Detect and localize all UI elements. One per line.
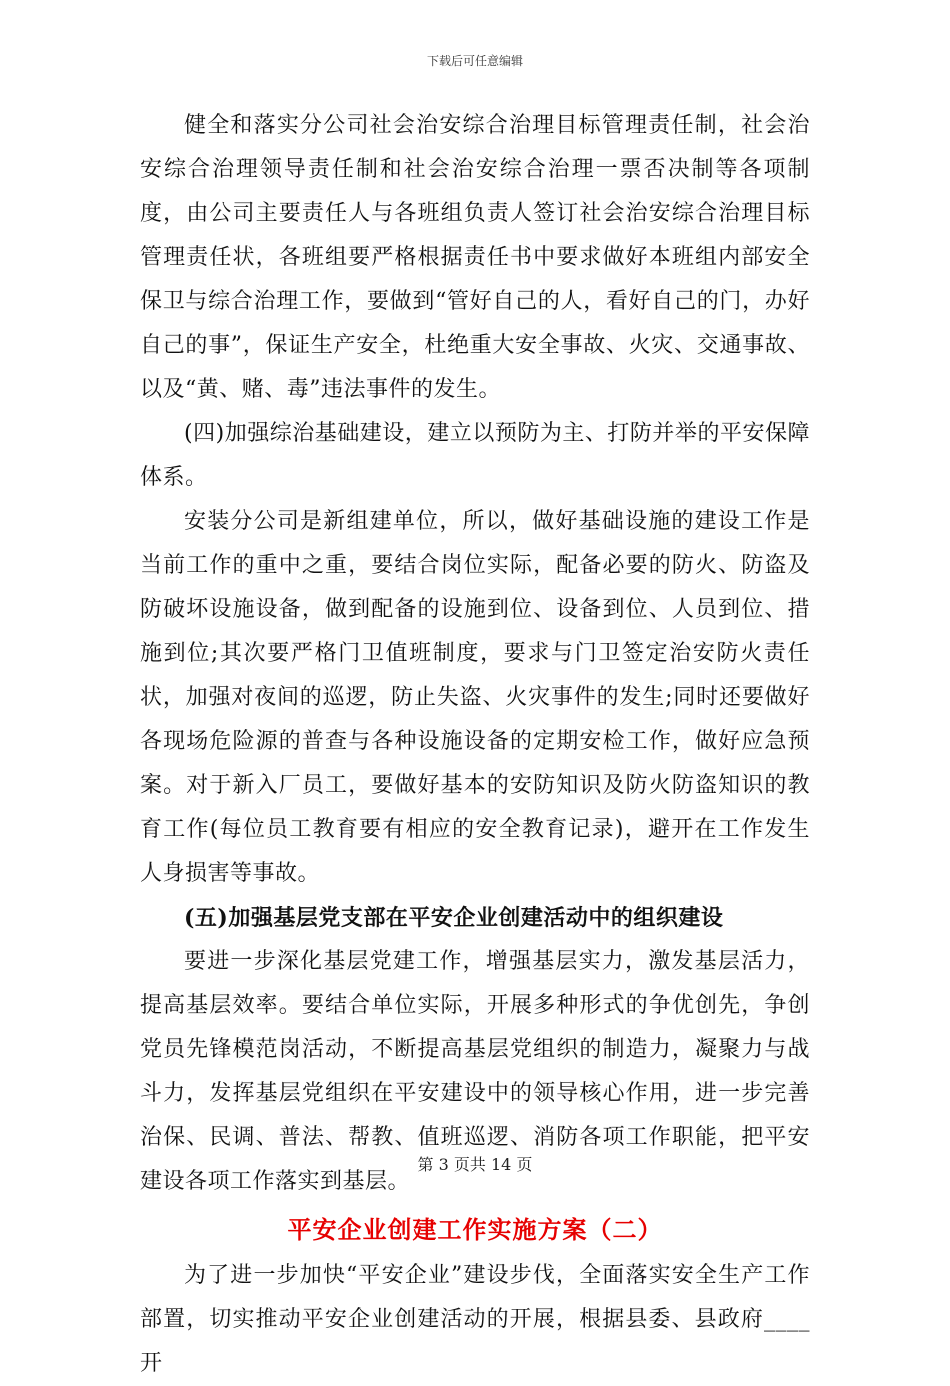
paragraph-party-building: 要进一步深化基层党建工作，增强基层实力，激发基层活力，提高基层效率。要结合单位实际，开展多种形式的争优创先，争创党员先锋模范岗活动，不断提高基层党组织的制造力，凝聚力与战斗力，发挥基层党组织在平安建设中的领导核心作用，进一步完善治保、民调、普法、帮教、值班巡逻、消防各项工作职能，把平安建设各项工作落实到基层。 <box>140 949 810 1194</box>
section-heading-5: (五)加强基层党支部在平安企业创建活动中的组织建设 <box>184 905 724 931</box>
document-title: 平安企业创建工作实施方案（二） <box>287 1215 663 1244</box>
document-body <box>140 104 810 1386</box>
page-header: 下载后可任意编辑 <box>426 54 523 68</box>
page-footer: 第 3 页共 14 页 <box>417 1155 533 1174</box>
paragraph-infrastructure: 安装分公司是新组建单位，所以，做好基础设施的建设工作是当前工作的重中之重，要结合岗位实际，配备必要的防火、防盗及防破坏设施设备，做到配备的设施到位、设备到位、人员到位、措施到位;其次要严格门卫值班制度，要求与门卫签定治安防火责任状，加强对夜间的巡逻，防止失盗、火灾事件的发生;同时还要做好各现场危险源的普查与各种设施设备的定期安检工作，做好应急预案。对于新入厂员工，要做好基本的安防知识及防火防盗知识的教育工作(每位员工教育要有相应的安全教育记录)，避开在工作发生人身损害等事故。 <box>140 509 810 886</box>
paragraph-responsibility-system: 健全和落实分公司社会治安综合治理目标管理责任制，社会治安综合治理领导责任制和社会治安综合治理一票否决制等各项制度，由公司主要责任人与各班组负责人签订社会治安综合治理目标管理责任状，各班组要严格根据责任书中要求做好本班组内部安全保卫与综合治理工作，要做到“管好自己的人，看好自己的门，办好自己的事”，保证生产安全，杜绝重大安全事故、火灾、交通事故、以及“黄、赌、毒”违法事件的发生。 <box>140 113 810 402</box>
paragraph-intro: 为了进一步加快“平安企业”建设步伐，全面落实安全生产工作部置，切实推动平安企业创建活动的开展，根据县委、县政府____开 <box>140 1263 810 1376</box>
section-heading-4: (四)加强综治基础建设，建立以预防为主、打防并举的平安保障体系。 <box>140 421 810 490</box>
